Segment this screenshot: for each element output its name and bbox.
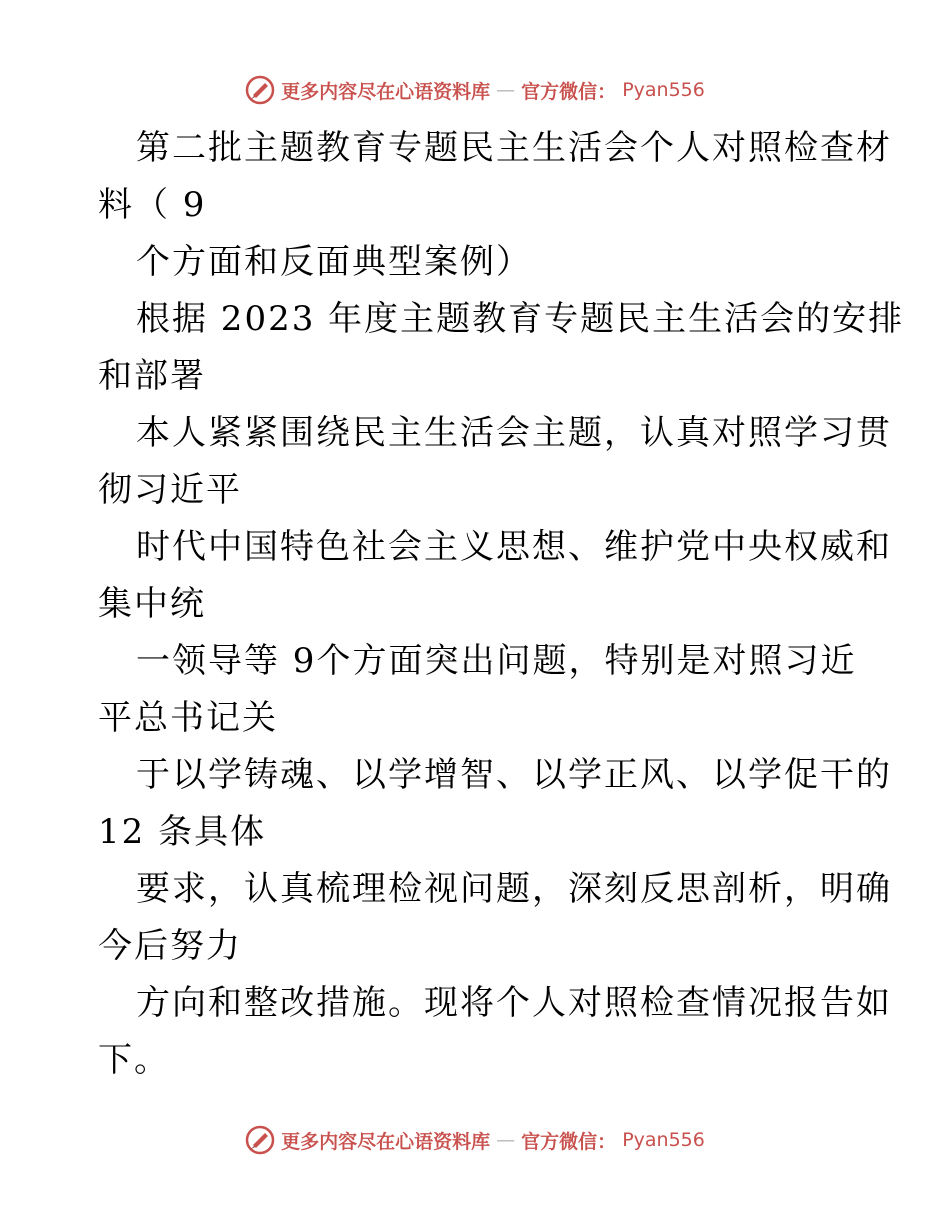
- watermark-contact-id: Pyan556: [622, 1129, 705, 1151]
- body-line: 彻习近平: [98, 470, 242, 510]
- body-line: 时代中国特色社会主义思想、维护党中央权威和: [136, 527, 892, 567]
- footer-watermark: [0, 1120, 950, 1160]
- body-line: 集中统: [98, 584, 206, 624]
- watermark-separator: —: [496, 79, 516, 101]
- body-line: 方向和整改措施。现将个人对照检查情况报告如: [136, 983, 892, 1023]
- body-line: 今后努力: [98, 926, 242, 966]
- body-line: 于以学铸魂、以学增智、以学正风、以学促干的: [136, 755, 892, 795]
- body-line: 下。: [98, 1040, 170, 1080]
- brand-logo-icon: [245, 1125, 275, 1155]
- header-watermark: [0, 70, 950, 110]
- watermark-contact-id: Pyan556: [622, 79, 705, 101]
- body-line: 平总书记关: [98, 698, 278, 738]
- watermark-brand: 更多内容尽在心语资料库: [281, 80, 491, 103]
- body-line: 一领导等 9个方面突出问题，特别是对照习近: [136, 641, 857, 681]
- watermark-brand: 更多内容尽在心语资料库: [281, 1130, 491, 1153]
- document-body: [98, 120, 905, 1089]
- body-line: 和部署: [98, 356, 206, 396]
- watermark-separator: —: [496, 1129, 516, 1151]
- body-line: 料（ 9: [98, 185, 207, 225]
- body-line: 12 条具体: [98, 812, 267, 852]
- body-line: 个方面和反面典型案例）: [136, 242, 532, 282]
- body-line: 第二批主题教育专题民主生活会个人对照检查材: [136, 128, 892, 168]
- body-line: 要求，认真梳理检视问题，深刻反思剖析，明确: [136, 869, 892, 909]
- body-line: 根据 2023 年度主题教育专题民主生活会的安排: [136, 299, 905, 339]
- watermark-contact-label: 官方微信：: [521, 1130, 617, 1153]
- body-line: 本人紧紧围绕民主生活会主题，认真对照学习贯: [136, 413, 892, 453]
- brand-logo-icon: [245, 75, 275, 105]
- watermark-contact-label: 官方微信：: [521, 80, 617, 103]
